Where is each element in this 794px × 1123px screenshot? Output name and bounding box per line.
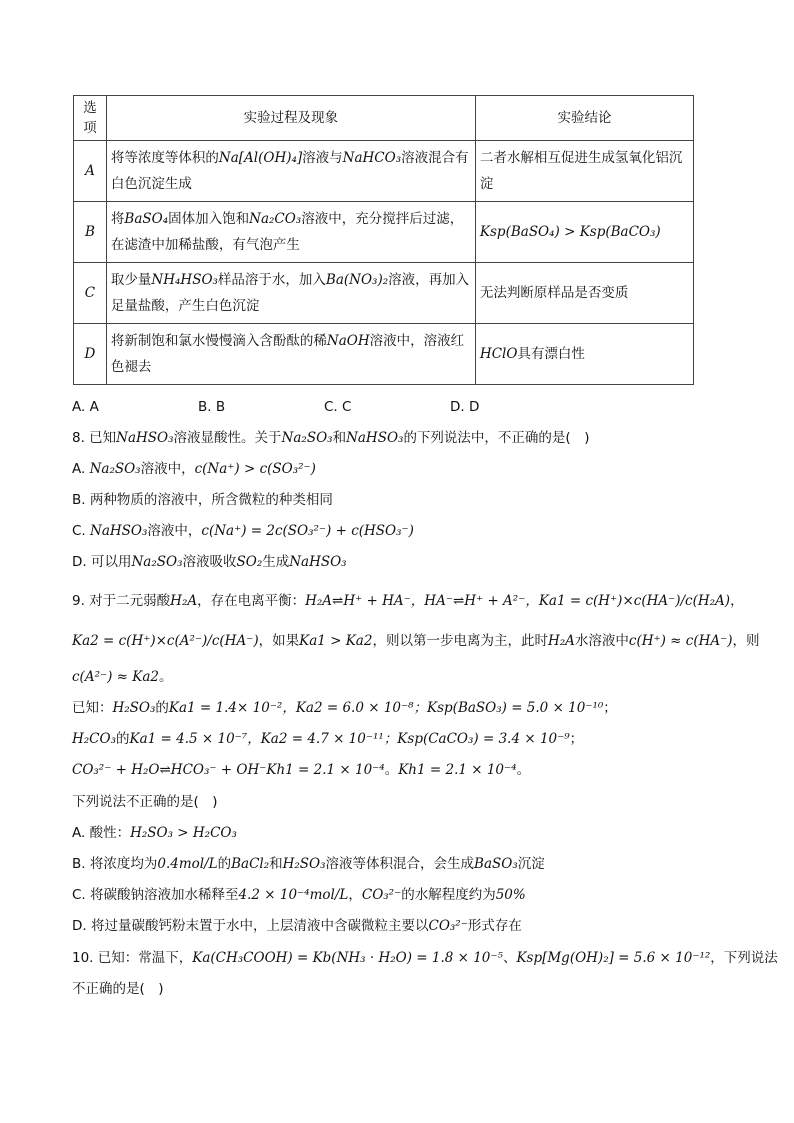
q9-line-2: Ka2 = c(H⁺)×c(A²⁻)/c(HA⁻)，如果Ka1 > Ka2，则以第一步电离为主，此时H₂A水溶液中c(H⁺) ≈ c(HA⁻)，则 [72, 633, 760, 649]
q9-option-c: C. 将碳酸钠溶液加水稀释至4.2 × 10⁻⁴mol/L，CO₃²⁻的水解程度约为50% [72, 887, 526, 903]
q8-stem: 8. 已知NaHSO₃溶液显酸性。关于Na₂SO₃和NaHSO₃的下列说法中，不正确的是( ) [72, 430, 590, 446]
table-row [74, 263, 694, 324]
q8-option-b: B. 两种物质的溶液中，所含微粒的种类相同 [72, 492, 333, 508]
q9-option-a: A. 酸性：H₂SO₃ > H₂CO₃ [72, 825, 237, 841]
q9-given-h2co3: H₂CO₃的Ka1 = 4.5 × 10⁻⁷，Ka2 = 4.7 × 10⁻¹¹；Ksp(CaCO₃) = 3.4 × 10⁻⁹； [72, 731, 584, 747]
header-option: 选项 [74, 96, 107, 141]
q9-ask: 下列说法不正确的是( ) [72, 794, 218, 810]
q9-line-1: 9. 对于二元弱酸H₂A，存在电离平衡：H₂A⇌H⁺ + HA⁻，HA⁻⇌H⁺ + A²⁻，Ka1 = c(H⁺)×c(HA⁻)/c(H₂A)， [72, 593, 744, 609]
q9-line-3: c(A²⁻) ≈ Ka2。 [72, 669, 173, 685]
row-process: 将新制饱和氯水慢慢滴入含酚酞的稀NaOH溶液中，溶液红色褪去 [106, 324, 475, 385]
table-row [74, 324, 694, 385]
q8-option-a: A. Na₂SO₃溶液中，c(Na⁺) > c(SO₃²⁻) [72, 461, 316, 477]
q7-option-b: B. B [198, 399, 226, 415]
header-conclusion: 实验结论 [475, 96, 693, 141]
row-conclusion: Ksp(BaSO₄) > Ksp(BaCO₃) [475, 202, 693, 263]
table-row [74, 141, 694, 202]
table-row [74, 202, 694, 263]
experiment-table [73, 95, 694, 385]
row-option: A [74, 141, 107, 202]
row-process: 将BaSO₄固体加入饱和Na₂CO₃溶液中，充分搅拌后过滤，在滤渣中加稀盐酸，有气泡产生 [106, 202, 475, 263]
table-header-row [74, 96, 694, 141]
row-conclusion: 无法判断原样品是否变质 [475, 263, 693, 324]
q7-option-a: A. A [72, 399, 99, 415]
q7-option-c: C. C [324, 399, 352, 415]
q7-options [72, 397, 576, 417]
q7-option-d: D. D [450, 399, 480, 415]
q10-line-2: 不正确的是( ) [72, 981, 164, 997]
row-process: 取少量NH₄HSO₃样品溶于水，加入Ba(NO₃)₂溶液，再加入足量盐酸，产生白色沉淀 [106, 263, 475, 324]
row-process: 将等浓度等体积的Na[Al(OH)₄]溶液与NaHCO₃溶液混合有白色沉淀生成 [106, 141, 475, 202]
row-option: D [74, 324, 107, 385]
row-option: C [74, 263, 107, 324]
q8-option-d: D. 可以用Na₂SO₃溶液吸收SO₂生成NaHSO₃ [72, 554, 347, 570]
row-conclusion: HClO具有漂白性 [475, 324, 693, 385]
q10-line-1: 10. 已知：常温下，Ka(CH₃COOH) = Kb(NH₃ · H₂O) = 1.8 × 10⁻⁵、Ksp[Mg(OH)₂] = 5.6 × 10⁻¹²，下列说法 [72, 950, 778, 966]
q9-given-hydrolysis: CO₃²⁻ + H₂O⇌HCO₃⁻ + OH⁻Kh1 = 2.1 × 10⁻⁴。Kh1 = 2.1 × 10⁻⁴。 [72, 762, 531, 778]
q9-option-b: B. 将浓度均为0.4mol/L的BaCl₂和H₂SO₃溶液等体积混合，会生成BaSO₃沉淀 [72, 856, 545, 872]
q8-option-c: C. NaHSO₃溶液中，c(Na⁺) = 2c(SO₃²⁻) + c(HSO₃⁻) [72, 523, 414, 539]
q9-option-d: D. 将过量碳酸钙粉末置于水中，上层清液中含碳微粒主要以CO₃²⁻形式存在 [72, 918, 522, 934]
header-process: 实验过程及现象 [106, 96, 475, 141]
row-option: B [74, 202, 107, 263]
q9-given-h2so3: 已知：H₂SO₃的Ka1 = 1.4× 10⁻²，Ka2 = 6.0 × 10⁻⁸；Ksp(BaSO₃) = 5.0 × 10⁻¹⁰； [72, 700, 617, 716]
row-conclusion: 二者水解相互促进生成氢氧化铝沉淀 [475, 141, 693, 202]
